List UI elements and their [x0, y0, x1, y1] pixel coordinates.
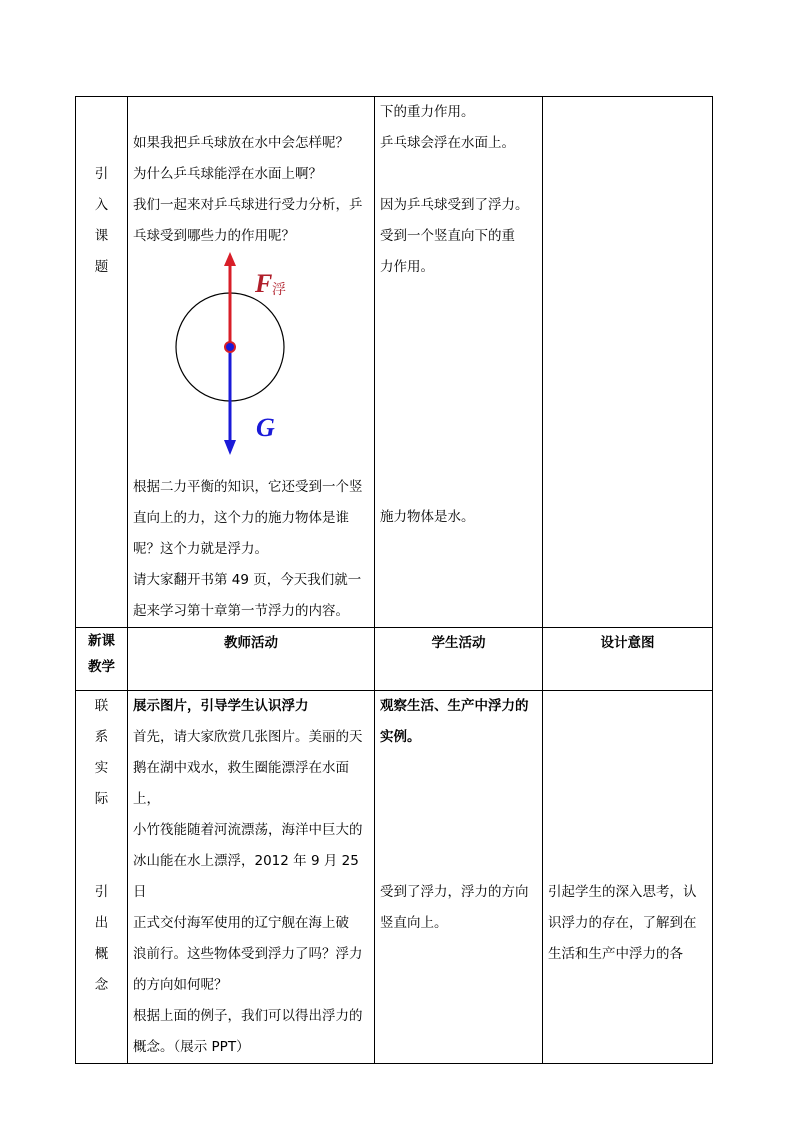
header-teacher: 教师活动 [128, 628, 375, 691]
header-row [76, 628, 713, 691]
teacher-line: 起来学习第十章第一节浮力的内容。 [133, 603, 349, 619]
label-char: 实 [94, 760, 109, 776]
teacher-title: 展示图片，引导学生认识浮力 [133, 698, 309, 714]
teacher-line: 浪前行。这些物体受到浮力了吗？浮力 [133, 946, 363, 962]
student-title: 实例。 [380, 729, 421, 745]
teacher-line: 的方向如何呢？ [133, 977, 228, 993]
student-title: 观察生活、生产中浮力的 [380, 698, 529, 714]
label-char: 课 [94, 228, 109, 244]
concept-section-label [76, 691, 128, 1064]
teacher-line: 小竹筏能随着河流漂荡，海洋中巨大的 [133, 822, 363, 838]
student-line: 乒乓球会浮在水面上。 [380, 135, 515, 151]
intro-row [76, 97, 713, 628]
student-line: 力作用。 [380, 259, 434, 275]
spacer [548, 691, 707, 877]
concept-design-cell [543, 691, 713, 1064]
design-line: 识浮力的存在，了解到在 [548, 915, 697, 931]
intro-student-cell [375, 97, 543, 628]
label-char: 引 [94, 166, 109, 182]
teacher-line: 冰山能在水上漂浮，2012 年 9 月 25 日 [133, 853, 359, 900]
teacher-line: 概念。（展示 PPT） [133, 1039, 250, 1055]
teacher-line: 乓球受到哪些力的作用呢？ [133, 228, 295, 244]
header-design: 设计意图 [543, 628, 713, 691]
force-down-label: G [256, 413, 275, 442]
label-char: 入 [94, 197, 109, 213]
concept-row [76, 691, 713, 1064]
spacer [81, 815, 122, 877]
spacer [380, 753, 537, 877]
teacher-line: 首先，请大家欣赏几张图片。美丽的天 [133, 729, 363, 745]
teacher-line: 呢？这个力就是浮力。 [133, 541, 268, 557]
teacher-line: 为什么乒乓球能浮在水面上啊？ [133, 166, 322, 182]
header-label-line: 新课 [88, 633, 115, 649]
teacher-line: 鹅在湖中戏水，救生圈能漂浮在水面上， [133, 760, 349, 807]
force-diagram [163, 252, 323, 472]
student-line: 施力物体是水。 [380, 509, 475, 525]
intro-section-label [76, 97, 128, 628]
student-line: 竖直向上。 [380, 915, 448, 931]
label-char: 概 [94, 946, 109, 962]
header-student: 学生活动 [375, 628, 543, 691]
student-line: 下的重力作用。 [380, 104, 475, 120]
label-char: 题 [94, 259, 109, 275]
label-char: 际 [94, 791, 109, 807]
teacher-line: 我们一起来对乒乓球进行受力分析，乒 [133, 197, 363, 213]
student-line: 因为乒乓球受到了浮力。 [380, 197, 529, 213]
intro-design-cell [543, 97, 713, 628]
student-line: 受到一个竖直向下的重 [380, 228, 515, 244]
teacher-line: 请大家翻开书第 49 页，今天我们就一 [133, 572, 362, 588]
label-char: 念 [94, 977, 109, 993]
center-dot [225, 342, 235, 352]
force-up-label: F [255, 269, 273, 298]
label-char: 出 [94, 915, 109, 931]
header-label [76, 628, 128, 691]
intro-teacher-cell [128, 97, 375, 628]
teacher-line: 如果我把乒乓球放在水中会怎样呢？ [133, 135, 349, 151]
label-char: 联 [94, 698, 109, 714]
design-line: 生活和生产中浮力的各 [548, 946, 683, 962]
header-label-line: 教学 [88, 659, 115, 675]
buoyancy-arrowhead [224, 252, 236, 266]
design-line: 引起学生的深入思考，认 [548, 884, 697, 900]
concept-student-cell [375, 691, 543, 1064]
force-up-subscript: 浮 [272, 282, 286, 298]
lesson-plan-table [75, 96, 713, 1064]
label-char: 系 [94, 729, 109, 745]
spacer [380, 159, 537, 190]
teacher-line: 根据二力平衡的知识，它还受到一个竖 [133, 479, 363, 495]
teacher-line: 正式交付海军使用的辽宁舰在海上破 [133, 915, 349, 931]
label-char: 引 [94, 884, 109, 900]
student-line: 受到了浮力，浮力的方向 [380, 884, 529, 900]
teacher-line: 根据上面的例子，我们可以得出浮力的 [133, 1008, 363, 1024]
gravity-arrowhead [224, 440, 236, 455]
concept-teacher-cell [128, 691, 375, 1064]
teacher-line: 直向上的力，这个力的施力物体是谁 [133, 510, 349, 526]
